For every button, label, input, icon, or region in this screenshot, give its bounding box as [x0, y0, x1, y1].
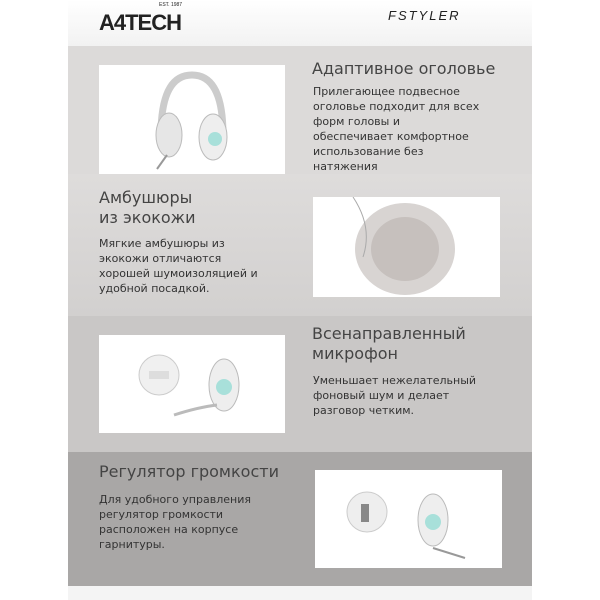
ear-cushion-image — [313, 197, 500, 297]
section-text: Уменьшает нежелательный фоновый шум и делает разговор четким. — [313, 374, 477, 417]
product-infographic — [68, 0, 532, 600]
fstyler-logo: FSTYLER — [388, 8, 461, 23]
section-text: Для удобного управления регулятор громкости расположен на корпусе гарнитуры. — [99, 493, 251, 551]
volume-control-image — [315, 470, 502, 568]
section-text: Мягкие амбушюры из экокожи отличаются хорошей шумоизоляцией и удобной посадкой. — [99, 237, 258, 295]
section-title: Регулятор громкости — [99, 462, 279, 481]
section-title: Амбушюры из экокожи — [99, 188, 196, 227]
section-ear-cushions — [68, 174, 532, 316]
headset-image — [99, 65, 285, 179]
section-microphone — [68, 316, 532, 452]
logo-text: A4TECH — [99, 10, 182, 35]
section-title: Всенаправленный микрофон — [312, 324, 466, 363]
a4tech-logo — [99, 2, 183, 35]
section-text: Прилегающее подвесное оголовье подходит для всех форм головы и обеспечивает комфортное использование без натяжения — [313, 85, 480, 173]
section-volume-control — [68, 452, 532, 586]
header — [68, 0, 532, 46]
section-title: Адаптивное оголовье — [312, 59, 496, 78]
section-headband — [68, 46, 532, 174]
est-label: EST. 1987 — [159, 2, 183, 8]
microphone-image — [99, 335, 285, 433]
